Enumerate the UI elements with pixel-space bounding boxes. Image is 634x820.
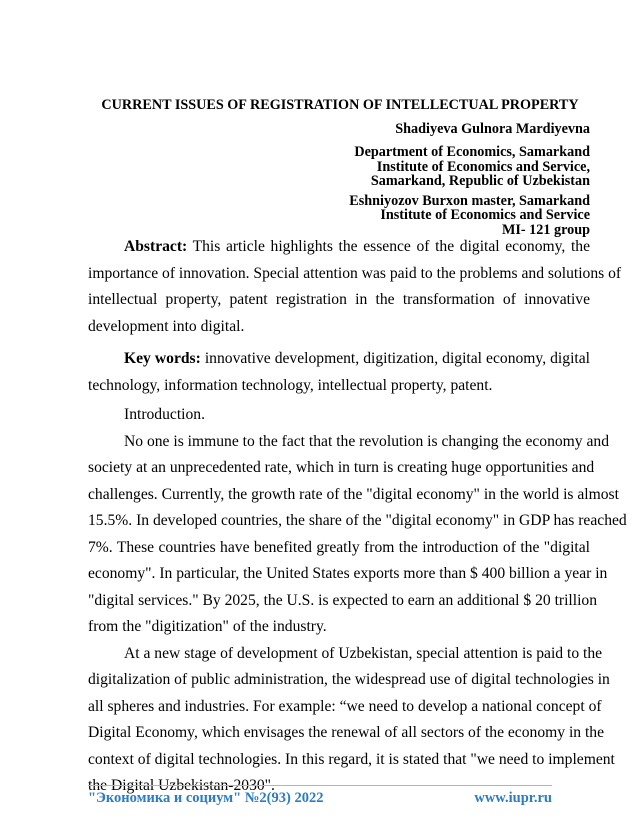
keywords-text: innovative development, digitization, digital economy, digital [200, 350, 590, 367]
introduction-heading: Introduction. [124, 406, 205, 423]
paragraph2-line: digitalization of public administration, the widespread use of digital technologies in [88, 671, 610, 688]
paragraph1-line: No one is immune to the fact that the revolution is changing the economy and [124, 432, 610, 450]
keywords-label: Key words: [124, 350, 201, 367]
author1-affiliation-line: Samarkand, Republic of Uzbekistan [370, 172, 590, 189]
keywords-line: technology, information technology, intellectual property, patent. [88, 376, 493, 394]
paragraph1-line: "digital services." By 2025, the U.S. is expected to earn an additional $ 20 trillion [88, 591, 598, 609]
abstract-line [88, 234, 590, 261]
footer-journal: "Экономика и социум" №2(93) 2022 [88, 790, 324, 806]
article-title: CURRENT ISSUES OF REGISTRATION OF INTELLECTUAL PROPERTY [101, 97, 579, 113]
article-body [88, 234, 627, 800]
paragraph1-line: from the "digitization" of the industry. [88, 618, 327, 635]
paragraph1-line: economy". In particular, the United States exports more than $ 400 billion a year in [88, 565, 608, 582]
paragraph1-line: 7%. These countries have benefited greatly from the introduction of the "digital [88, 538, 590, 556]
abstract-text: This article highlights the essence of the digital economy, the [187, 238, 590, 255]
paragraph2-line: all spheres and industries. For example: “we need to develop a national concept of [88, 697, 602, 715]
paragraph2-line: At a new stage of development of Uzbekistan, special attention is paid to the [124, 644, 603, 662]
author1-affiliation-line: Department of Economics, Samarkand [354, 144, 590, 161]
footer-website-link[interactable]: www.iupr.ru [474, 790, 552, 806]
abstract-line: intellectual property, patent registration in the transformation of innovative [88, 291, 590, 308]
paragraph2-line: Digital Economy, which envisages the renewal of all sectors of the economy in the [88, 724, 605, 741]
paragraph1-line: 15.5%. In developed countries, the share of the "digital economy" in GDP has reached [88, 512, 627, 529]
author2-line: Eshniyozov Burxon master, Samarkand [349, 193, 590, 209]
abstract-line: importance of innovation. Special attention was paid to the problems and solutions of [88, 264, 622, 282]
author1-affiliation-line: Institute of Economics and Service, [376, 158, 590, 175]
footer-divider [88, 785, 552, 786]
author2-line: Institute of Economics and Service [380, 207, 590, 224]
paragraph2-line: the Digital Uzbekistan-2030". [88, 777, 275, 794]
author2-block [349, 194, 590, 237]
author1-name: Shadiyeva Gulnora Mardiyevna [395, 121, 590, 137]
author1-block [354, 122, 590, 188]
paragraph1-line: society at an unprecedented rate, which in turn is creating huge opportunities and [88, 459, 595, 476]
abstract-line: development into digital. [88, 317, 245, 335]
author2-line: MI- 121 group [501, 221, 590, 238]
keywords-line [88, 346, 590, 373]
abstract-label: Abstract: [124, 238, 188, 255]
paragraph2-line: context of digital technologies. In this regard, it is stated that "we need to implement [88, 750, 615, 768]
paragraph1-line: challenges. Currently, the growth rate of the "digital economy" in the world is almost [88, 485, 619, 503]
